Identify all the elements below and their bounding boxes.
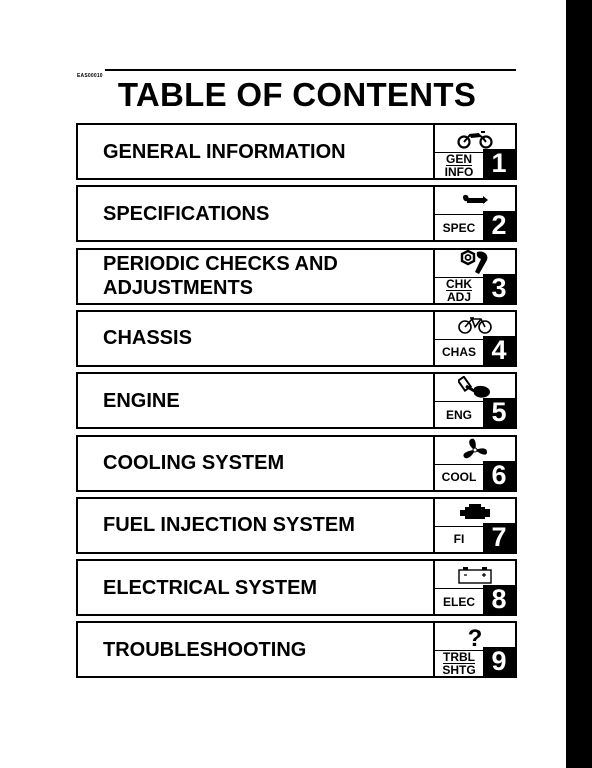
section-number: 3: [483, 274, 515, 303]
section-abbreviation: [435, 589, 483, 614]
section-tab[interactable]: [435, 499, 517, 552]
toc-row[interactable]: [76, 435, 517, 492]
section-number: 5: [483, 398, 515, 427]
abbreviation-line: CHAS: [441, 345, 476, 360]
svg-text:?: ?: [467, 624, 483, 649]
section-number: 2: [483, 211, 515, 240]
section-abbreviation: [435, 465, 483, 490]
abbreviation-line: FI: [453, 532, 465, 547]
section-tab[interactable]: [435, 250, 517, 303]
toc-row[interactable]: [76, 559, 517, 616]
section-abbreviation: [435, 278, 483, 303]
section-tab[interactable]: [435, 312, 517, 365]
toc-row[interactable]: [76, 621, 517, 678]
section-number: 1: [483, 149, 515, 178]
toc-row[interactable]: [76, 123, 517, 180]
section-number: 4: [483, 336, 515, 365]
section-title: ELECTRICAL SYSTEM: [103, 576, 318, 599]
toc-row[interactable]: [76, 310, 517, 367]
section-number: 7: [483, 523, 515, 552]
page-edge-strip: [566, 0, 592, 768]
section-abbreviation: [435, 340, 483, 365]
section-tab[interactable]: [435, 561, 517, 614]
toc-row[interactable]: [76, 497, 517, 554]
section-abbreviation: [435, 153, 483, 178]
header-rule: [105, 69, 516, 71]
section-title: TROUBLESHOOTING: [103, 638, 307, 661]
section-title: COOLING SYSTEM: [103, 452, 285, 474]
abbreviation-line: GEN: [445, 152, 472, 166]
section-title: CHASSIS: [103, 327, 192, 350]
section-tab[interactable]: [435, 437, 517, 490]
section-number: 6: [483, 461, 515, 490]
abbreviation-line: SPEC: [442, 220, 476, 235]
section-abbreviation: [435, 651, 483, 676]
toc-row[interactable]: [76, 185, 517, 242]
abbreviation-line: ADJ: [446, 289, 471, 304]
page-title: TABLE OF CONTENTS: [117, 76, 477, 113]
section-tab[interactable]: [435, 187, 517, 240]
abbreviation-line: SHTG: [442, 663, 476, 678]
section-title: FUEL INJECTION SYSTEM: [103, 514, 355, 537]
abbreviation-line: TRBL: [443, 650, 475, 665]
section-title: ENGINE: [103, 389, 180, 412]
abbreviation-line: ENG: [445, 407, 472, 422]
section-number: 9: [483, 647, 515, 676]
abbreviation-line: INFO: [444, 165, 474, 179]
section-number: 8: [483, 585, 515, 614]
abbreviation-line: ELEC: [442, 594, 475, 609]
toc-row[interactable]: [76, 248, 517, 305]
abbreviation-line: COOL: [441, 470, 477, 484]
document-code: EAS00010: [77, 73, 103, 79]
section-abbreviation: [435, 402, 483, 427]
section-title: SPECIFICATIONS: [103, 202, 270, 225]
abbreviation-line: CHK: [446, 276, 472, 291]
section-abbreviation: [435, 215, 483, 240]
section-tab[interactable]: [435, 374, 517, 427]
section-title: PERIODIC CHECKS AND ADJUSTMENTS: [103, 253, 338, 300]
toc-row[interactable]: [76, 372, 517, 429]
section-title: GENERAL INFORMATION: [103, 140, 346, 163]
section-abbreviation: [435, 527, 483, 552]
section-tab[interactable]: [435, 125, 517, 178]
section-tab[interactable]: [435, 623, 517, 676]
